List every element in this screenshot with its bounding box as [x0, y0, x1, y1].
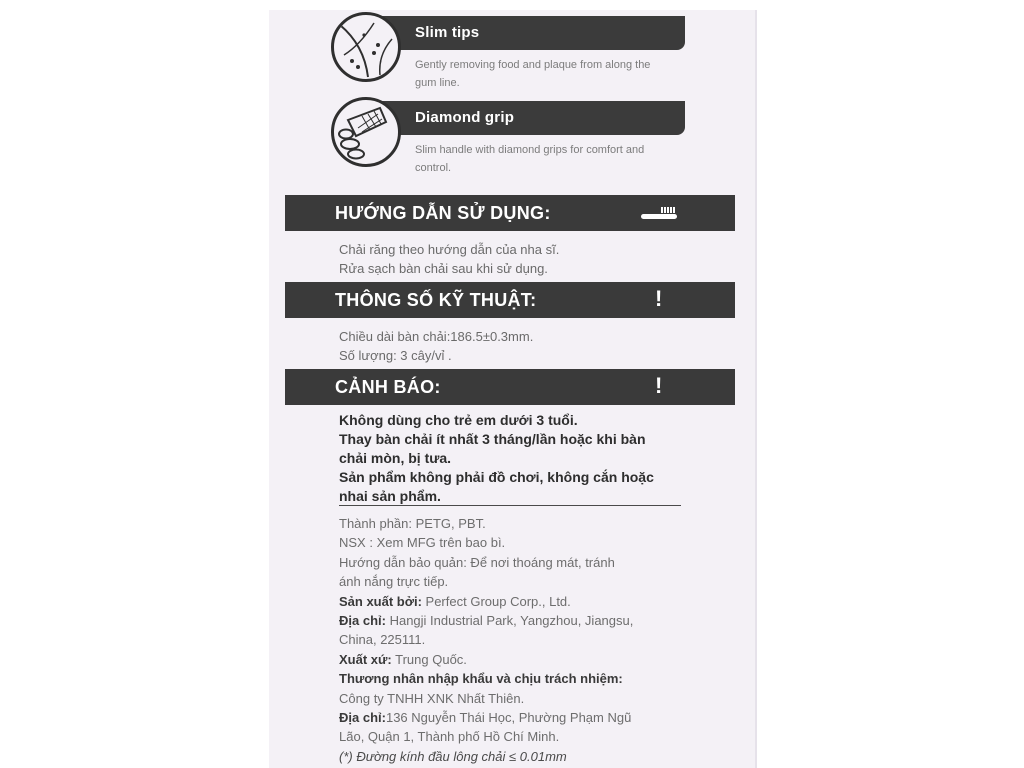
address-value: China, 225111.	[339, 632, 426, 648]
usage-text	[339, 240, 719, 278]
feature-desc-line: Slim handle with diamond grips for comfort and	[415, 144, 645, 156]
nsx-line: NSX : Xem MFG trên bao bì.	[339, 535, 506, 551]
importer-address-label: Địa chỉ:	[339, 710, 386, 726]
address-line	[339, 611, 719, 630]
specs-line: Chiều dài bàn chải:186.5±0.3mm.	[339, 329, 534, 344]
package-panel	[269, 10, 757, 768]
feature-desc-line: gum line.	[415, 77, 460, 89]
diamond-grip-icon	[331, 97, 401, 167]
specs-title: THÔNG SỐ KỸ THUẬT:	[335, 290, 537, 310]
warning-text	[339, 411, 719, 506]
specs-line: Số lượng: 3 cây/vỉ .	[339, 348, 452, 363]
importer-line	[339, 669, 719, 688]
origin-line	[339, 650, 719, 669]
usage-line: Rửa sạch bàn chải sau khi sử dụng.	[339, 261, 548, 276]
feature-title-bar	[359, 101, 685, 135]
feature-title-bar	[359, 16, 685, 50]
warning-line: nhai sản phẩm.	[339, 488, 441, 504]
importer-label: Thương nhân nhập khẩu và chịu trách nhiệm:	[339, 671, 623, 687]
footnote: (*) Đường kính đầu lông chải ≤ 0.01mm	[339, 748, 567, 764]
importer-value: Công ty TNHH XNK Nhất Thiên.	[339, 690, 525, 706]
product-info	[339, 514, 719, 766]
importer-address-value: Lão, Quận 1, Thành phố Hồ Chí Minh.	[339, 729, 560, 745]
exclamation-icon: !	[655, 286, 663, 311]
warning-line: Sản phẩm không phải đồ chơi, không cắn hoặc	[339, 469, 654, 485]
maker-line	[339, 592, 719, 611]
feature-title: Slim tips	[415, 24, 480, 41]
feature-slim-tips	[269, 12, 757, 96]
specs-text	[339, 327, 719, 365]
specs-header	[285, 282, 735, 318]
storage-line: ánh nắng trực tiếp.	[339, 574, 449, 590]
usage-title: HƯỚNG DẪN SỬ DỤNG:	[335, 203, 551, 223]
origin-label: Xuất xứ:	[339, 651, 392, 667]
maker-label: Sản xuất bởi:	[339, 593, 422, 609]
warning-header	[285, 369, 735, 405]
divider	[339, 505, 681, 506]
ingredients-line: Thành phần: PETG, PBT.	[339, 516, 486, 531]
address-value: Hangji Industrial Park, Yangzhou, Jiangsu,	[385, 613, 634, 629]
origin-value: Trung Quốc.	[391, 651, 467, 667]
usage-header	[285, 195, 735, 231]
address-label: Địa chỉ:	[339, 613, 386, 629]
storage-line: Hướng dẫn bảo quản: Để nơi thoáng mát, tránh	[339, 554, 615, 570]
feature-description	[415, 141, 677, 177]
toothbrush-icon	[639, 205, 679, 221]
feature-title: Diamond grip	[415, 109, 515, 126]
warning-title: CẢNH BÁO:	[335, 377, 441, 397]
slim-tips-icon	[331, 12, 401, 82]
feature-diamond-grip	[269, 97, 757, 181]
importer-address-line	[339, 708, 719, 727]
feature-description	[415, 56, 677, 92]
warning-line: Thay bàn chải ít nhất 3 tháng/lần hoặc khi bàn	[339, 431, 646, 447]
exclamation-icon: !	[655, 373, 663, 398]
maker-value: Perfect Group Corp., Ltd.	[421, 593, 571, 609]
warning-line: chải mòn, bị tưa.	[339, 450, 452, 466]
usage-line: Chải răng theo hướng dẫn của nha sĩ.	[339, 242, 560, 257]
feature-desc-line: Gently removing food and plaque from along the	[415, 59, 651, 71]
importer-address-value: 136 Nguyễn Thái Học, Phường Phạm Ngũ	[385, 710, 632, 726]
feature-desc-line: control.	[415, 162, 452, 174]
warning-line: Không dùng cho trẻ em dưới 3 tuổi.	[339, 412, 578, 428]
